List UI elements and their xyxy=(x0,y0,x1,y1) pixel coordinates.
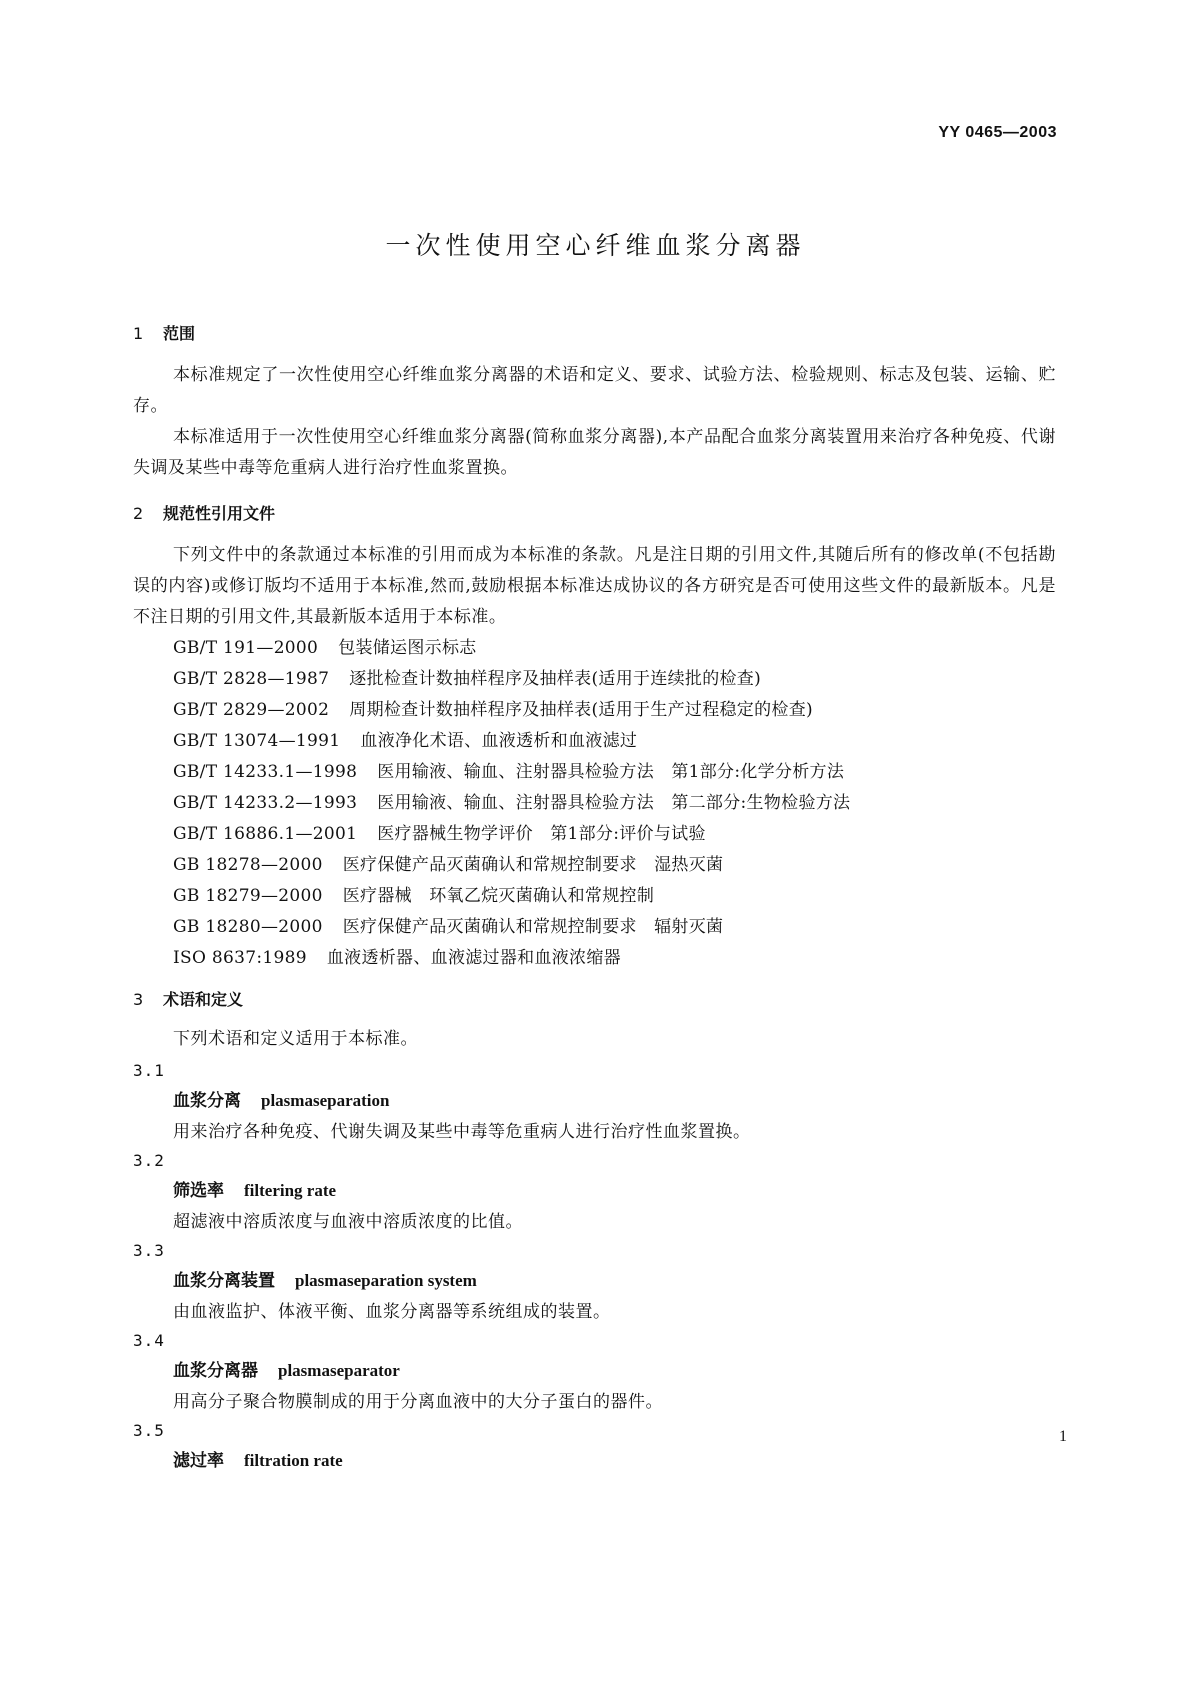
reference-code: GB 18280—2000 xyxy=(173,917,323,937)
term-english: filtering rate xyxy=(244,1181,337,1200)
reference-title: 包装储运图示标志 xyxy=(338,638,477,658)
reference-item xyxy=(133,943,1056,974)
paragraph: 本标准适用于一次性使用空心纤维血浆分离器(简称血浆分离器),本产品配合血浆分离装置用来治疗各种免疫、代谢失调及某些中毒等危重病人进行治疗性血浆置换。 xyxy=(133,427,1056,478)
reference-title: 血液透析器、血液滤过器和血液浓缩器 xyxy=(326,948,621,968)
term-definition: 由血液监护、体液平衡、血浆分离器等系统组成的装置。 xyxy=(173,1302,611,1322)
reference-title: 周期检查计数抽样程序及抽样表(适用于生产过程稳定的检查) xyxy=(349,700,813,720)
section-scope xyxy=(133,322,1056,484)
term-english: plasmaseparation xyxy=(261,1091,390,1110)
term-definition: 用来治疗各种免疫、代谢失调及某些中毒等危重病人进行治疗性血浆置换。 xyxy=(173,1122,751,1142)
term-chinese: 血浆分离器 xyxy=(173,1361,258,1381)
term-entry xyxy=(133,1327,1056,1417)
standard-code: YY 0465—2003 xyxy=(938,124,1057,141)
section-title: 术语和定义 xyxy=(163,990,244,1009)
reference-item xyxy=(133,850,1056,881)
reference-title: 医疗保健产品灭菌确认和常规控制要求 湿热灭菌 xyxy=(342,855,724,875)
reference-item xyxy=(133,881,1056,912)
term-name xyxy=(133,1445,1056,1477)
reference-title: 医疗器械 环氧乙烷灭菌确认和常规控制 xyxy=(342,886,655,906)
section-number: 3 xyxy=(133,990,144,1009)
reference-item xyxy=(133,633,1056,664)
term-name xyxy=(133,1355,1056,1387)
section-heading xyxy=(133,502,1056,526)
term-entry xyxy=(133,1237,1056,1327)
section-number: 2 xyxy=(133,504,144,523)
reference-item xyxy=(133,726,1056,757)
document-title: 一次性使用空心纤维血浆分离器 xyxy=(385,231,806,260)
document-body xyxy=(133,322,1056,1477)
reference-item xyxy=(133,695,1056,726)
term-number: 3.2 xyxy=(133,1151,165,1170)
reference-code: GB/T 14233.2—1993 xyxy=(173,793,358,813)
reference-code: GB/T 14233.1—1998 xyxy=(173,762,358,782)
term-name xyxy=(133,1265,1056,1297)
section-number: 1 xyxy=(133,324,144,343)
term-number: 3.3 xyxy=(133,1241,165,1260)
section-heading xyxy=(133,988,1056,1012)
reference-item xyxy=(133,819,1056,850)
reference-title: 医用输液、输血、注射器具检验方法 第1部分:化学分析方法 xyxy=(377,762,845,782)
reference-list xyxy=(133,633,1056,974)
reference-code: GB 18278—2000 xyxy=(173,855,323,875)
term-name xyxy=(133,1085,1056,1117)
paragraph: 下列术语和定义适用于本标准。 xyxy=(173,1029,418,1049)
reference-code: ISO 8637:1989 xyxy=(173,948,307,968)
reference-title: 医疗保健产品灭菌确认和常规控制要求 辐射灭菌 xyxy=(342,917,724,937)
section-title: 规范性引用文件 xyxy=(163,504,276,523)
term-english: filtration rate xyxy=(244,1451,343,1470)
reference-code: GB/T 13074—1991 xyxy=(173,731,341,751)
term-definition: 用高分子聚合物膜制成的用于分离血液中的大分子蛋白的器件。 xyxy=(173,1392,663,1412)
term-entry xyxy=(133,1147,1056,1237)
term-name xyxy=(133,1175,1056,1207)
reference-code: GB/T 2828—1987 xyxy=(173,669,330,689)
section-heading xyxy=(133,322,1056,346)
term-definition: 超滤液中溶质浓度与血液中溶质浓度的比值。 xyxy=(173,1212,523,1232)
term-chinese: 滤过率 xyxy=(173,1451,224,1471)
term-number: 3.4 xyxy=(133,1331,165,1350)
reference-title: 医用输液、输血、注射器具检验方法 第二部分:生物检验方法 xyxy=(377,793,851,813)
section-normative-references xyxy=(133,502,1056,974)
page-number: 1 xyxy=(1059,1428,1067,1445)
term-chinese: 血浆分离 xyxy=(173,1091,241,1111)
term-number: 3.1 xyxy=(133,1061,165,1080)
reference-item xyxy=(133,788,1056,819)
section-terms-and-definitions xyxy=(133,988,1056,1477)
reference-item xyxy=(133,664,1056,695)
section-title: 范围 xyxy=(163,324,196,343)
reference-code: GB/T 191—2000 xyxy=(173,638,319,658)
reference-code: GB 18279—2000 xyxy=(173,886,323,906)
reference-code: GB/T 2829—2002 xyxy=(173,700,330,720)
reference-item xyxy=(133,757,1056,788)
term-number: 3.5 xyxy=(133,1421,165,1440)
reference-code: GB/T 16886.1—2001 xyxy=(173,824,358,844)
term-english: plasmaseparator xyxy=(278,1361,400,1380)
term-chinese: 筛选率 xyxy=(173,1181,224,1201)
reference-title: 血液净化术语、血液透析和血液滤过 xyxy=(360,731,638,751)
reference-title: 医疗器械生物学评价 第1部分:评价与试验 xyxy=(377,824,706,844)
paragraph: 下列文件中的条款通过本标准的引用而成为本标准的条款。凡是注日期的引用文件,其随后所有的修改单(不包括勘误的内容)或修订版均不适用于本标准,然而,鼓励根据本标准达成协议的各方研究是否可使用这些文件的最新版本。凡是不注日期的引用文件,其最新版本适用于本标准。 xyxy=(133,545,1056,627)
paragraph: 本标准规定了一次性使用空心纤维血浆分离器的术语和定义、要求、试验方法、检验规则、标志及包装、运输、贮存。 xyxy=(133,365,1056,416)
term-english: plasmaseparation system xyxy=(295,1271,477,1290)
reference-item xyxy=(133,912,1056,943)
term-entry xyxy=(133,1057,1056,1147)
term-entry xyxy=(133,1417,1056,1477)
term-chinese: 血浆分离装置 xyxy=(173,1271,275,1291)
reference-title: 逐批检查计数抽样程序及抽样表(适用于连续批的检查) xyxy=(349,669,762,689)
